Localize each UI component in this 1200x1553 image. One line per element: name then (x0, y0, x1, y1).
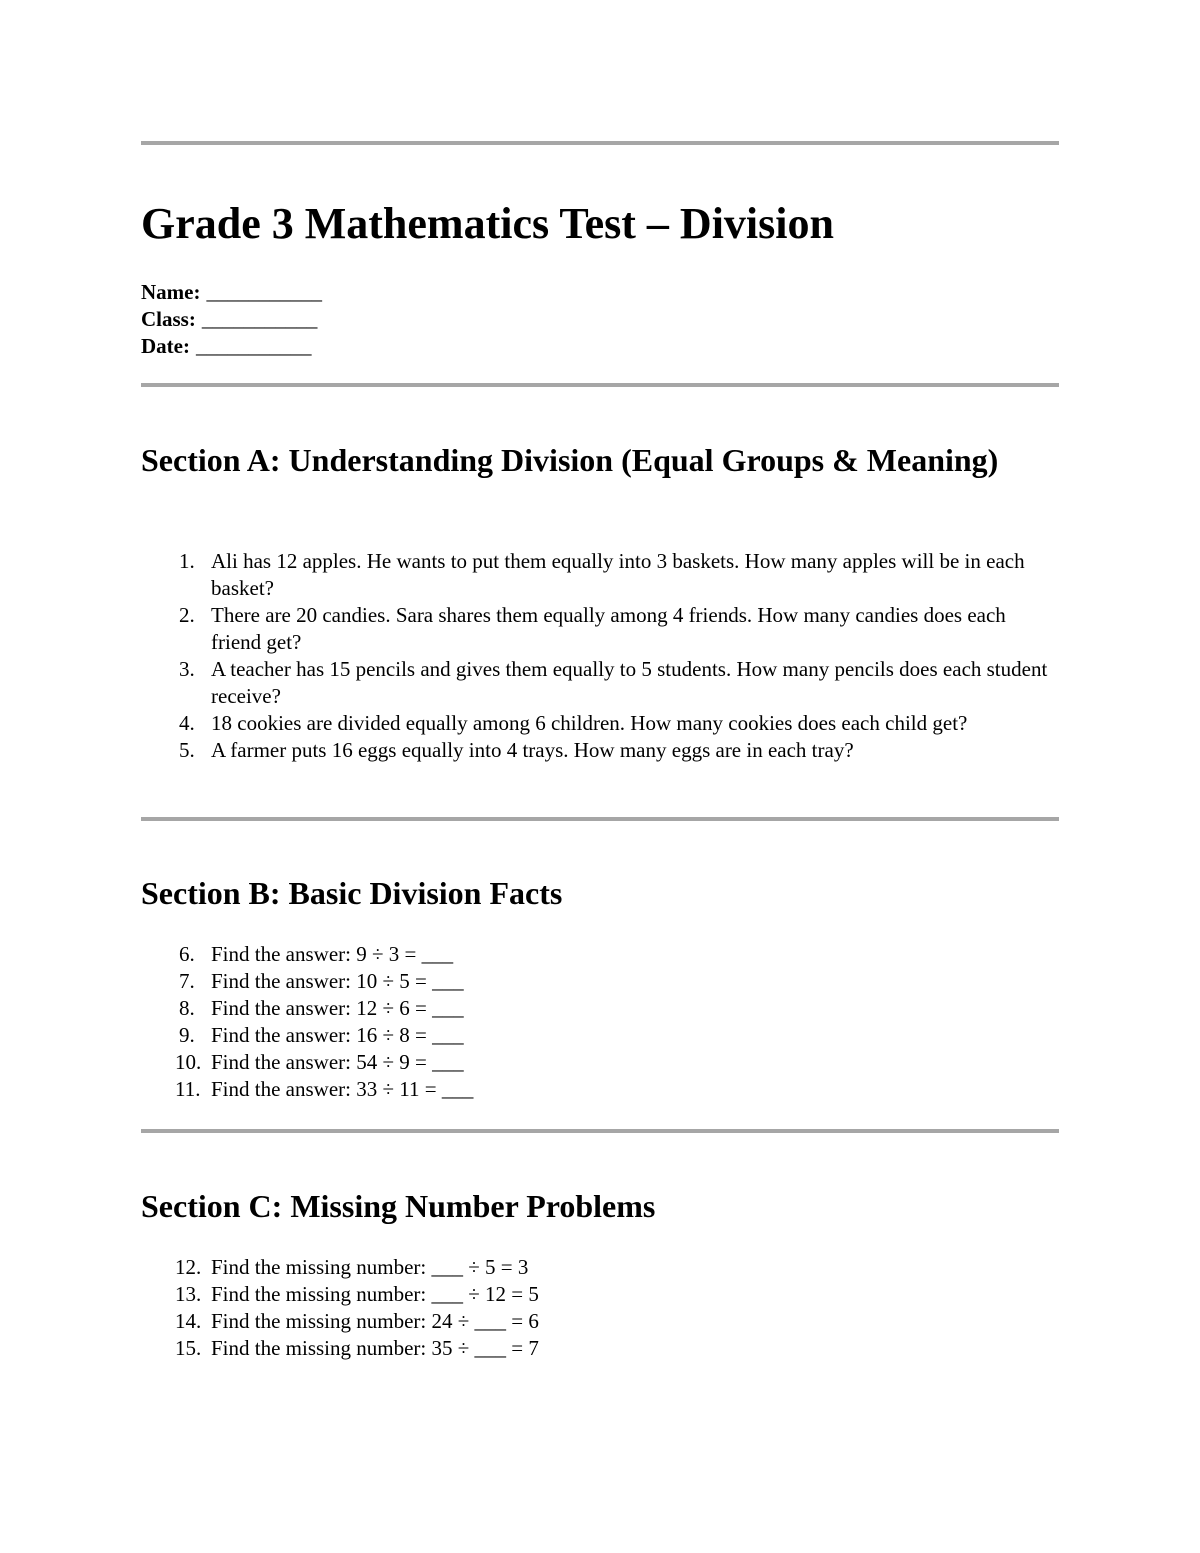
list-item (141, 1308, 1059, 1335)
section-c-heading: Section C: Missing Number Problems (141, 1188, 656, 1224)
question-number: 10. (175, 1050, 202, 1074)
question-text: Find the answer: 33 ÷ 11 = ___ (211, 1077, 474, 1101)
question-text: Find the missing number: 35 ÷ ___ = 7 (211, 1336, 539, 1360)
question-number: 14. (175, 1309, 202, 1333)
section-a-questions (141, 548, 1059, 764)
list-item (141, 941, 1059, 968)
list-item (141, 548, 1059, 602)
question-number: 12. (175, 1255, 202, 1279)
date-field (141, 333, 322, 360)
page-title: Grade 3 Mathematics Test – Division (141, 199, 834, 248)
question-text: Find the missing number: ___ ÷ 12 = 5 (211, 1282, 539, 1306)
question-text: A teacher has 15 pencils and gives them equally to 5 students. How many pencils does each student receive? (211, 657, 1048, 708)
class-blank: ___________ (201, 307, 318, 331)
question-text: A farmer puts 16 eggs equally into 4 trays. How many eggs are in each tray? (211, 738, 854, 762)
list-item (141, 737, 1059, 764)
question-text: 18 cookies are divided equally among 6 children. How many cookies does each child get? (211, 711, 968, 735)
question-number: 13. (175, 1282, 202, 1306)
list-item (141, 602, 1059, 656)
question-text: There are 20 candies. Sara shares them equally among 4 friends. How many candies does each friend get? (211, 603, 1006, 654)
question-text: Find the missing number: ___ ÷ 5 = 3 (211, 1255, 529, 1279)
date-label: Date: (141, 334, 190, 358)
horizontal-rule (141, 1129, 1059, 1133)
question-text: Find the answer: 9 ÷ 3 = ___ (211, 942, 454, 966)
section-b-heading: Section B: Basic Division Facts (141, 875, 563, 911)
list-item (141, 1254, 1059, 1281)
list-item (141, 995, 1059, 1022)
horizontal-rule (141, 383, 1059, 387)
question-number: 2. (179, 603, 195, 627)
question-number: 7. (179, 969, 195, 993)
list-item (141, 1049, 1059, 1076)
name-blank: ___________ (206, 280, 322, 304)
section-a-heading: Section A: Understanding Division (Equal Groups & Meaning) (141, 442, 999, 478)
date-blank: ___________ (195, 334, 312, 358)
list-item (141, 710, 1059, 737)
class-label: Class: (141, 307, 196, 331)
question-number: 3. (179, 657, 195, 681)
list-item (141, 1022, 1059, 1049)
question-text: Ali has 12 apples. He wants to put them equally into 3 baskets. How many apples will be in each basket? (211, 549, 1025, 600)
question-text: Find the missing number: 24 ÷ ___ = 6 (211, 1309, 539, 1333)
question-number: 1. (179, 549, 195, 573)
question-number: 11. (175, 1077, 201, 1101)
list-item (141, 968, 1059, 995)
question-number: 15. (175, 1336, 202, 1360)
class-field (141, 306, 322, 333)
list-item (141, 1335, 1059, 1362)
horizontal-rule (141, 141, 1059, 145)
name-field (141, 279, 322, 306)
horizontal-rule (141, 817, 1059, 821)
section-c-questions (141, 1254, 1059, 1362)
question-number: 8. (179, 996, 195, 1020)
name-label: Name: (141, 280, 201, 304)
question-text: Find the answer: 12 ÷ 6 = ___ (211, 996, 464, 1020)
question-text: Find the answer: 54 ÷ 9 = ___ (211, 1050, 464, 1074)
question-number: 5. (179, 738, 195, 762)
student-info-fields (141, 279, 322, 360)
list-item (141, 1281, 1059, 1308)
question-number: 6. (179, 942, 195, 966)
question-text: Find the answer: 10 ÷ 5 = ___ (211, 969, 464, 993)
question-text: Find the answer: 16 ÷ 8 = ___ (211, 1023, 464, 1047)
question-number: 9. (179, 1023, 195, 1047)
section-b-questions (141, 941, 1059, 1103)
list-item (141, 656, 1059, 710)
question-number: 4. (179, 711, 195, 735)
list-item (141, 1076, 1059, 1103)
